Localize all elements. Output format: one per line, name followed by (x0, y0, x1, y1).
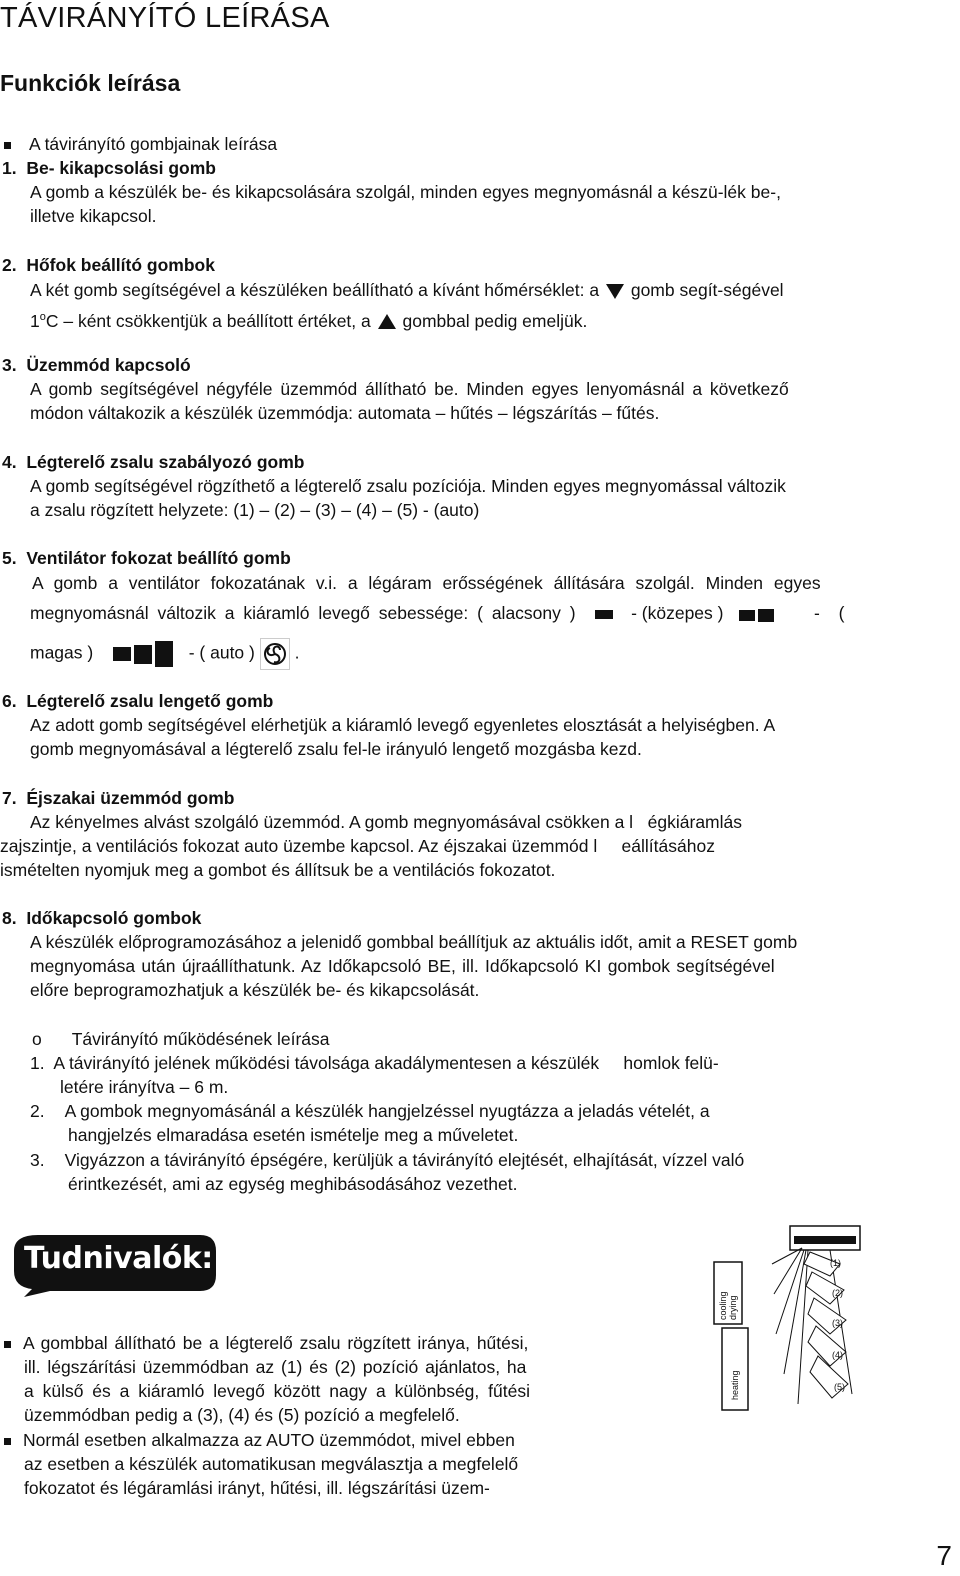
louver-diagram-svg (712, 1224, 862, 1419)
position-label: (5) (834, 1382, 845, 1392)
section-heading-text: Éjszakai üzemmód gomb (26, 788, 235, 808)
fan-low-bars-icon (595, 610, 613, 619)
text: gomb segít-ségével (630, 280, 784, 300)
section-heading-text: Ventilátor fokozat beállító gomb (26, 548, 291, 568)
section-number: 4. (2, 452, 17, 472)
section-number: 1. (2, 158, 17, 178)
item-number: 2. (30, 1101, 45, 1121)
section-7-heading (2, 786, 234, 810)
section-heading-text: Légterelő zsalu szabályozó gomb (26, 452, 305, 472)
up-triangle-icon (376, 313, 398, 331)
notice-text-line: a külső és a kiáramló levegő között nagy a különbség, fűtési (24, 1381, 530, 1401)
page-title: TÁVIRÁNYÍTÓ LEÍRÁSA (0, 2, 330, 34)
section-6-text-line: gomb megnyomásával a légterelő zsalu fel-le irányuló lengető mozgásba kezd. (30, 739, 642, 759)
section-number: 8. (2, 908, 17, 928)
item-number: 1. (30, 1053, 45, 1073)
section-3-text-line: módon váltakozik a készülék üzemmódja: automata – hűtés – légszárítás – fűtés. (30, 403, 660, 423)
section-heading-text: Hőfok beállító gombok (26, 255, 215, 275)
section-2-text-line (30, 305, 587, 333)
operation-item-1-cont: letére irányítva – 6 m. (60, 1077, 229, 1097)
section-heading-text: Üzemmód kapcsoló (26, 355, 191, 375)
item-text: A távirányító jelének működési távolsága akadálymentesen a készülék homlok felü- (53, 1053, 719, 1073)
notice-logo (10, 1231, 220, 1299)
section-7-text-line: zajszintje, a ventilációs fokozat auto üzembe kapcsol. Az éjszakai üzemmód l eállításához (0, 836, 715, 856)
notice-text-line: fokozatot és légáramlási irányt, hűtési, ill. légszárítási üzem- (24, 1478, 490, 1498)
section-number: 6. (2, 691, 17, 711)
item-number: 3. (30, 1150, 45, 1170)
section-2-heading (2, 253, 215, 277)
section-5-heading (2, 546, 291, 570)
section-number: 5. (2, 548, 17, 568)
text: - (közepes ) (631, 603, 724, 623)
notice-bullet-2 (4, 1428, 515, 1452)
section-number: 2. (2, 255, 17, 275)
fan-high-bars-icon (113, 641, 173, 667)
label-cooling: cooling (718, 1291, 728, 1320)
list-marker: o (32, 1029, 42, 1049)
item-text: Vigyázzon a távirányító épségére, kerüljük a távirányító elejtését, elhajítását, vízzel való (64, 1150, 745, 1170)
section-8-heading (2, 906, 201, 930)
notice-text-line: ill. légszárítási üzemmódban az (1) és (2) pozíció ajánlatos, ha (24, 1357, 527, 1377)
position-label: (2) (832, 1288, 843, 1298)
square-bullet-icon (4, 142, 11, 149)
operation-item-2-cont: hangjelzés elmaradása esetén ismételje meg a műveletet. (68, 1125, 519, 1145)
text: A két gomb segítségével a készüléken beállítható a kívánt hőmérséklet: a (30, 280, 600, 300)
intro-bullet (4, 132, 277, 156)
section-1-text-line: illetve kikapcsol. (30, 206, 157, 226)
section-6-text-line: Az adott gomb segítségével elérhetjük a kiáramló levegő egyenletes elosztását a helyiségben. A (30, 715, 776, 735)
down-triangle-icon (604, 282, 626, 300)
section-8-text-line: A készülék előprogramozásához a jelenidő gombbal beállítjuk az aktuális időt, amit a RESET gomb (30, 932, 798, 952)
section-7-text-line: ismételten nyomjuk meg a gombot és állítsuk be a ventilációs fokozatot. (0, 860, 556, 880)
operation-item-1 (30, 1051, 719, 1075)
text: megnyomásnál változik a kiáramló levegő sebessége: ( alacsony ) (30, 603, 576, 623)
notice-text: A gombbal állítható be a légterelő zsalu rögzített iránya, hűtési, (23, 1333, 529, 1353)
section-4-text-line: a zsalu rögzített helyzete: (1) – (2) – (3) – (4) – (5) - (auto) (30, 500, 480, 520)
section-heading-text: Légterelő zsalu lengető gomb (26, 691, 274, 711)
page-number: 7 (936, 1540, 952, 1571)
section-7-text-line: Az kényelmes alvást szolgáló üzemmód. A gomb megnyomásával csökken a l égkiáramlás (30, 812, 742, 832)
section-4-heading (2, 450, 304, 474)
section-subtitle: Funkciók leírása (0, 70, 181, 96)
label-drying: drying (728, 1295, 738, 1320)
section-heading-text: Időkapcsoló gombok (26, 908, 202, 928)
notice-text-line: az esetben a készülék automatikusan megválasztja a megfelelő (24, 1454, 519, 1474)
section-number: 7. (2, 788, 17, 808)
text: - ( auto ) (188, 642, 255, 663)
section-6-heading (2, 689, 273, 713)
notice-bullet-1 (4, 1331, 528, 1355)
position-label: (3) (832, 1318, 843, 1328)
fan-medium-bars-icon (739, 602, 774, 626)
section-5-text-line (30, 601, 845, 626)
text: . (294, 642, 300, 663)
section-3-heading (2, 353, 191, 377)
position-label: (1) (830, 1258, 841, 1268)
text: 1 (30, 310, 40, 331)
degree-sup: o (39, 311, 46, 323)
section-3-text-line: A gomb segítségével négyféle üzemmód állítható be. Minden egyes lenyomásnál a következő (30, 379, 789, 399)
section-number: 3. (2, 355, 17, 375)
section-heading-text: Be- kikapcsolási gomb (26, 158, 216, 178)
operation-heading-text: Távirányító működésének leírása (71, 1029, 330, 1049)
section-5-text-line (30, 638, 299, 670)
text: gombbal pedig emeljük. (402, 310, 588, 331)
fan-auto-icon (260, 638, 290, 670)
section-8-text-line: előre beprogramozhatjuk a készülék be- és kikapcsolását. (30, 980, 480, 1000)
louver-position-diagram (712, 1224, 862, 1419)
position-label: (4) (832, 1350, 843, 1360)
section-1-heading (2, 156, 216, 180)
notice-text-line: üzemmódban pedig a (3), (4) és (5) pozíció a megfelelő. (24, 1405, 460, 1425)
intro-bullet-text: A távirányító gombjainak leírása (29, 134, 278, 154)
label-heating: heating (730, 1370, 740, 1400)
operation-item-2 (30, 1099, 710, 1123)
section-2-text-line (30, 278, 784, 302)
square-bullet-icon (4, 1341, 11, 1348)
text: magas ) (30, 642, 94, 663)
item-text: A gombok megnyomásánál a készülék hangjelzéssel nyugtázza a jeladás vételét, a (64, 1101, 710, 1121)
section-1-text-line: A gomb a készülék be- és kikapcsolására szolgál, minden egyes megnyomásnál a készü-lék be-, (30, 182, 781, 202)
section-5-text-line: A gomb a ventilátor fokozatának v.i. a légáram erősségének állítására szolgál. Minden egyes (32, 573, 821, 593)
section-8-text-line: megnyomása után újraállíthatunk. Az Időkapcsoló BE, ill. Időkapcsoló KI gombok segítségével (30, 956, 775, 976)
notice-text: Normál esetben alkalmazza az AUTO üzemmódot, mivel ebben (23, 1430, 515, 1450)
section-4-text-line: A gomb segítségével rögzíthető a légterelő zsalu pozíciója. Minden egyes megnyomással változik (30, 476, 786, 496)
operation-item-3 (30, 1148, 744, 1172)
operation-heading (32, 1027, 330, 1051)
square-bullet-icon (4, 1438, 11, 1445)
text: C – ként csökkentjük a beállított értéket, a (45, 310, 371, 331)
notice-logo-text: Tudnivalók: (24, 1241, 213, 1276)
operation-item-3-cont: érintkezését, ami az egység meghibásodásához vezethet. (68, 1174, 518, 1194)
text: - ( (813, 603, 845, 623)
